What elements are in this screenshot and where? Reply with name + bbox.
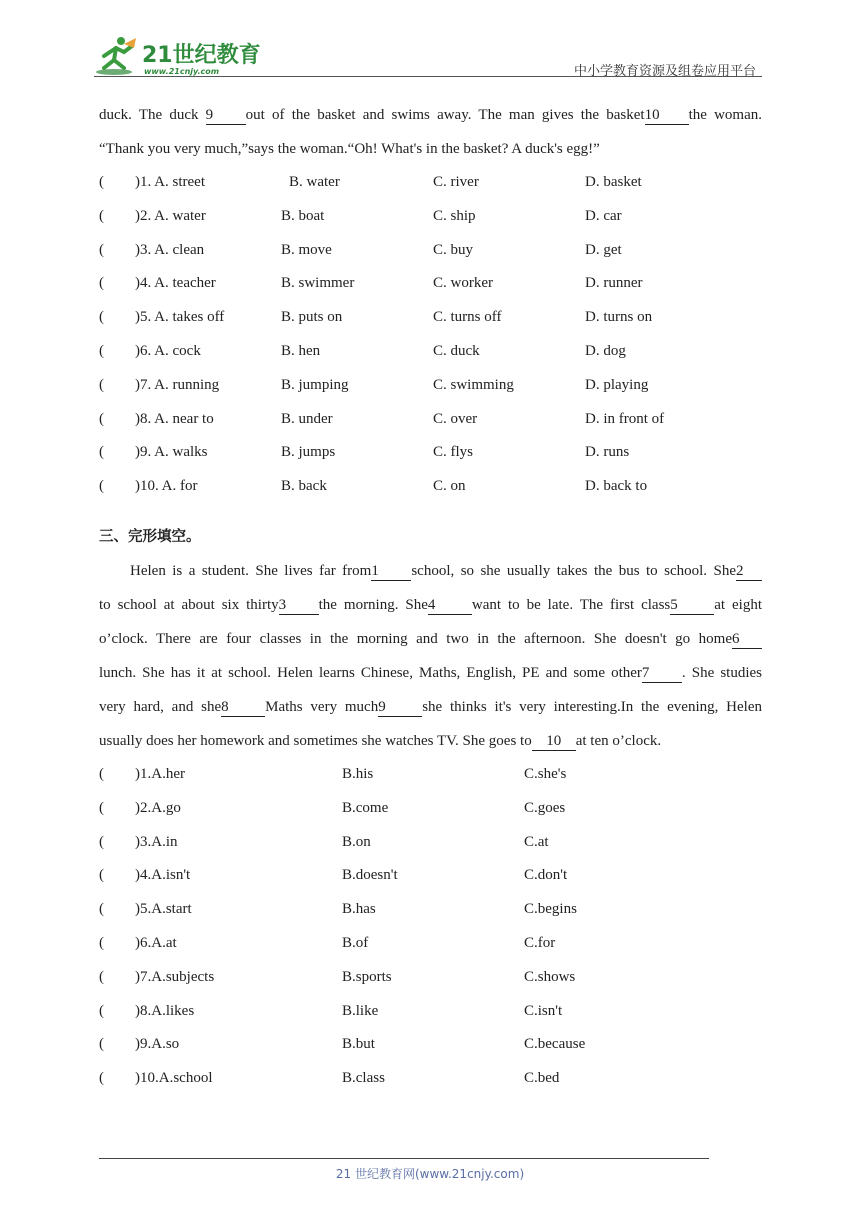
question-row: ( )1.A.her B.his C.she's xyxy=(99,765,567,782)
blank-10: 10 xyxy=(645,107,689,125)
question-row: ( )7.A.subjects B.sports C.shows xyxy=(99,968,576,985)
question-row: ( )5.A.start B.has C.begins xyxy=(99,901,577,918)
question-row: ( )1. A. street B. water C. river D. basket xyxy=(99,174,642,190)
question-list-2 xyxy=(99,758,762,1096)
question-row: ( )4. A. teacher B. swimmer C. worker D. runner xyxy=(99,275,643,292)
footer-divider xyxy=(99,1158,709,1159)
svg-text:21世纪教育: 21世纪教育 xyxy=(142,43,261,68)
passage2-line6: usually does her homework and sometimes she watches TV. She goes to 10 at ten o’clock. xyxy=(99,732,662,749)
question-row: ( )10. A. for B. back C. on D. back to xyxy=(99,478,648,495)
header-divider xyxy=(94,76,762,77)
question-row: ( )6. A. cock B. hen C. duck D. dog xyxy=(99,342,626,359)
footer-site-link[interactable]: 21 世纪教育网(www.21cnjy.com) xyxy=(335,1167,525,1181)
passage2-line5: very hard, and she8 Maths very much9 she thinks it's very interesting.In the evening, Helen xyxy=(99,698,762,715)
site-logo xyxy=(94,34,264,78)
blank-9b: 9 xyxy=(378,699,422,717)
blank-3: 3 xyxy=(279,597,319,615)
question-row: ( )2.A.go B.come C.goes xyxy=(99,799,566,816)
passage1-line1: duck. The duck 9 out of the basket and swims away. The man gives the basket10 the woman. xyxy=(99,107,763,123)
question-row: ( )8. A. near to B. under C. over D. in front of xyxy=(99,410,665,427)
passage1-line2: “Thank you very much,”says the woman.“Oh! What's in the basket? A duck's egg!” xyxy=(99,141,600,157)
question-row: ( )4.A.isn't B.doesn't C.don't xyxy=(99,867,568,884)
blank-6: 6 xyxy=(732,631,762,649)
question-row: ( )3. A. clean B. move C. buy D. get xyxy=(99,241,622,258)
blank-4: 4 xyxy=(428,597,472,615)
blank-5: 5 xyxy=(670,597,714,615)
question-row: ( )3.A.in B.on C.at xyxy=(99,833,549,850)
passage2-line2: to school at about six thirty3 the morning. She4 want to be late. The first class5 at eight xyxy=(99,596,762,613)
question-row: ( )9.A.so B.but C.because xyxy=(99,1036,586,1053)
passage2-line4: lunch. She has it at school. Helen learns Chinese, Maths, English, PE and some other7 . She studies xyxy=(99,664,762,681)
blank-7: 7 xyxy=(642,665,682,683)
question-row: ( )5. A. takes off B. puts on C. turns off D. turns on xyxy=(99,309,653,326)
blank-2: 2 xyxy=(736,563,762,581)
svg-text:www.21cnjy.com: www.21cnjy.com xyxy=(144,67,220,76)
page-content xyxy=(99,98,762,1096)
blank-1: 1 xyxy=(371,563,411,581)
question-row: ( )7. A. running B. jumping C. swimming D. playing xyxy=(99,376,649,393)
question-row: ( )10.A.school B.class C.bed xyxy=(99,1070,560,1087)
page-header xyxy=(94,30,762,80)
section-3-title: 三、完形填空。 xyxy=(99,528,201,545)
blank-8: 8 xyxy=(221,699,265,717)
question-row: ( )2. A. water B. boat C. ship D. car xyxy=(99,207,622,224)
header-platform-name: 中小学教育资源及组卷应用平台 xyxy=(573,64,756,79)
question-row: ( )8.A.likes B.like C.isn't xyxy=(99,1002,563,1019)
question-list-1 xyxy=(99,166,762,504)
blank-9: 9 xyxy=(206,107,246,125)
question-row: ( )6.A.at B.of C.for xyxy=(99,934,556,951)
passage2-line3: o’clock. There are four classes in the morning and two in the afternoon. She doesn't go home6 xyxy=(99,622,762,656)
question-row: ( )9. A. walks B. jumps C. flys D. runs xyxy=(99,444,630,461)
blank-10b: 10 xyxy=(532,733,576,751)
passage2-line1: Helen is a student. She lives far from1 school, so she usually takes the bus to school. She2 xyxy=(99,554,762,588)
